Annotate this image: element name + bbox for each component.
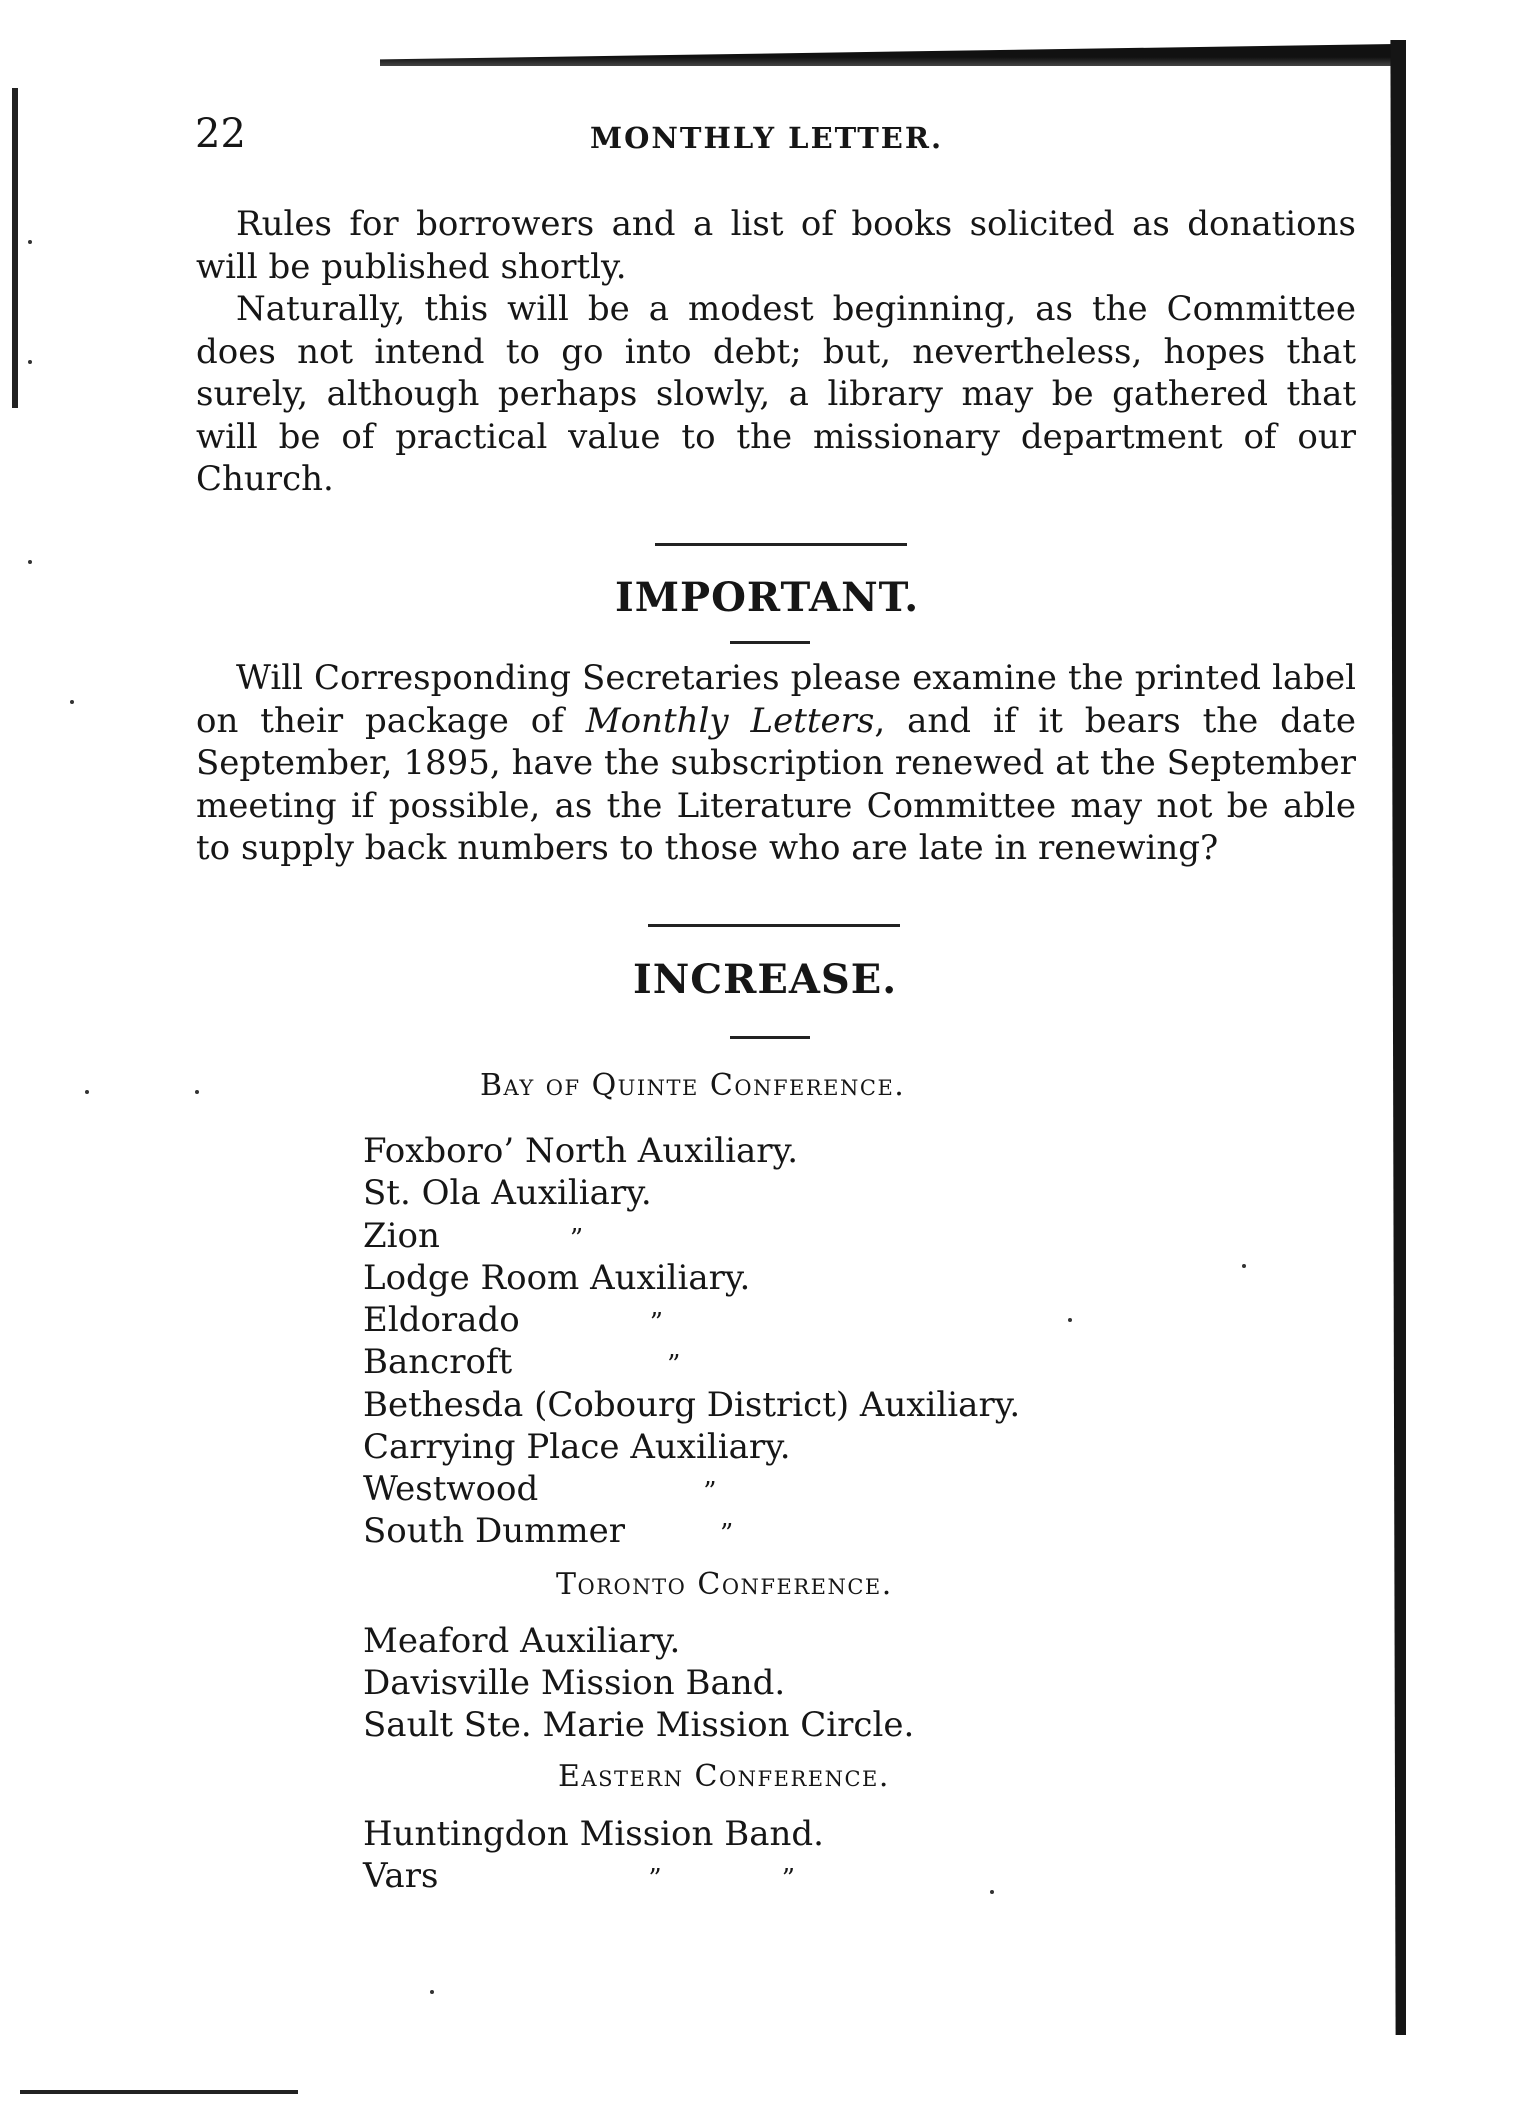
list-item: [363, 1299, 663, 1344]
list-item: [363, 1510, 733, 1555]
notice-text: Will Corresponding Secretaries please examine the printed label on their package of: [196, 658, 1356, 741]
list-item: Davisville Mission Band.: [363, 1663, 786, 1703]
scan-speck: [70, 700, 74, 704]
ditto-mark: ”: [648, 1864, 662, 1894]
list-item: Foxboro’ North Auxiliary.: [363, 1131, 799, 1171]
list-item: [363, 1215, 583, 1260]
publication-title: Monthly Letters: [585, 700, 875, 741]
intro-paragraph: Rules for borrowers and a list of books solicited as donations will be published shortly.: [196, 204, 1356, 287]
entry-name: Bancroft: [363, 1342, 513, 1382]
scan-edge-top: [380, 44, 1395, 66]
scan-speck: [1068, 1318, 1072, 1322]
scan-speck: [1242, 1264, 1246, 1268]
heading-underline: [730, 641, 810, 644]
scan-edge-left: [12, 88, 18, 408]
intro-paragraph: Naturally, this will be a modest beginning, as the Committee does not intend to go into debt; but, nevertheless, hopes that surely, although perhaps slowly, a library may be gathered that will be of practical value to the missionary department of our Church.: [196, 289, 1356, 499]
running-title: MONTHLY LETTER.: [590, 121, 944, 155]
scan-edge-bottom: [20, 2090, 298, 2094]
conference-heading: Bay of Quinte Conference.: [480, 1068, 906, 1103]
list-item: [363, 1855, 795, 1900]
entry-name: Zion: [363, 1216, 440, 1256]
scan-speck: [85, 1090, 89, 1094]
conference-heading: Eastern Conference.: [558, 1759, 890, 1794]
list-item: Lodge Room Auxiliary.: [363, 1258, 751, 1298]
scan-speck: [28, 360, 32, 364]
page-number: 22: [195, 111, 246, 157]
ditto-mark: ”: [667, 1350, 681, 1380]
ditto-mark: ”: [703, 1477, 717, 1507]
scan-speck: [28, 560, 32, 564]
conference-heading: Toronto Conference.: [556, 1567, 893, 1602]
important-paragraph: [196, 657, 1356, 870]
entry-name: Vars: [363, 1856, 439, 1896]
ditto-mark: ”: [720, 1519, 734, 1549]
scan-speck: [195, 1090, 199, 1094]
list-item: Sault Ste. Marie Mission Circle.: [363, 1705, 915, 1745]
scan-speck: [990, 1890, 994, 1894]
heading-underline: [730, 1036, 810, 1039]
section-divider: [655, 543, 907, 546]
ditto-mark: ”: [569, 1224, 584, 1254]
entry-name: Eldorado: [363, 1300, 520, 1340]
list-item: Huntingdon Mission Band.: [363, 1814, 824, 1854]
entry-name: South Dummer: [363, 1511, 626, 1551]
ditto-mark: ”: [781, 1864, 795, 1894]
scan-edge-right: [1380, 40, 1406, 2035]
list-item: [363, 1468, 717, 1513]
increase-heading: INCREASE.: [633, 956, 898, 1003]
important-heading: IMPORTANT.: [615, 574, 920, 621]
list-item: Meaford Auxiliary.: [363, 1621, 681, 1661]
notice-text: , and if it bears the date September, 1895, have the subscription renewed at the September meeting if possible, as the Literature Committee may not be able to supply back numbers to those who are late in renewing?: [196, 700, 1356, 868]
list-item: Bethesda (Cobourg District) Auxiliary.: [363, 1385, 1021, 1425]
list-item: St. Ola Auxiliary.: [363, 1173, 652, 1213]
scan-speck: [430, 1990, 434, 1994]
section-divider: [648, 924, 900, 927]
scan-speck: [28, 240, 32, 244]
list-item: [363, 1341, 680, 1386]
entry-name: Westwood: [363, 1469, 539, 1509]
ditto-mark: ”: [649, 1308, 663, 1338]
list-item: Carrying Place Auxiliary.: [363, 1427, 791, 1467]
